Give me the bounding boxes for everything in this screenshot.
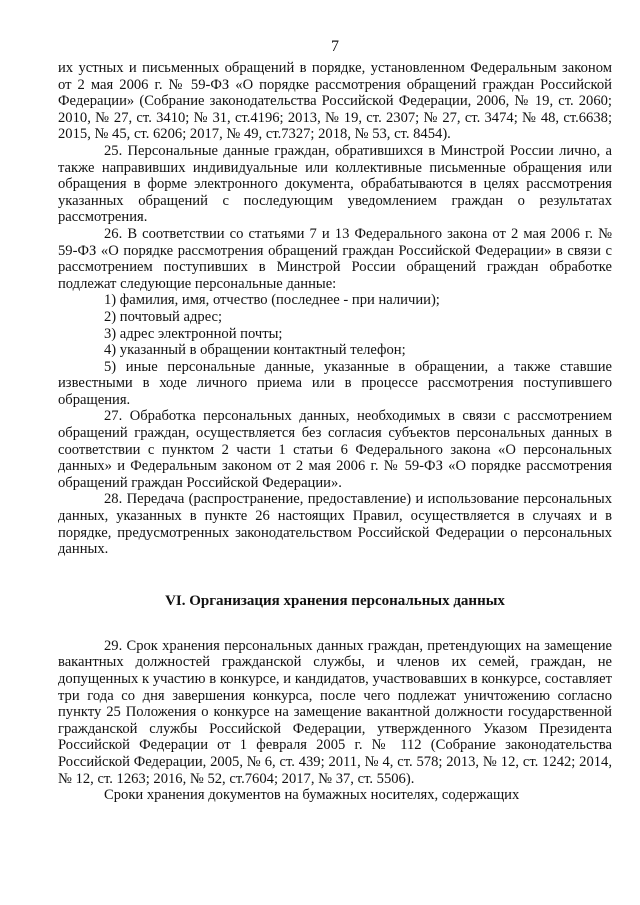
list-item-5: 5) иные персональные данные, указанные в обращении, а также ставшие известными в ходе личного приема или в процессе рассмотрения поступившего обращения. xyxy=(58,358,612,408)
section-heading: VI. Организация хранения персональных данных xyxy=(165,592,505,609)
paragraph-25: 25. Персональные данные граждан, обратившихся в Минстрой России лично, а также направивших индивидуальные или коллективные письменные обращения или обращения в форме электронного документа, обрабатываются в целях рассмотрения указанных обращений с последующим уведомлением граждан о результатах рассмотрения. xyxy=(58,142,612,226)
paragraph-24-continuation: их устных и письменных обращений в порядке, установленном Федеральным законом от 2 мая 2006 г. № 59-ФЗ «О порядке рассмотрения обращений граждан Российской Федерации» (Собрание законодательства Российской Федерации, 2006, № 19, ст. 2060; 2010, № 27, ст. 3410; № 31, ст.4196; 2013, № 19, ст. 2307; № 27, ст. 3474; № 48, ст.6638; 2015, № 45, ст. 6206; 2017, № 49, ст.7327; 2018, № 53, ст. 8454). xyxy=(58,60,612,143)
page-number: 7 xyxy=(331,38,339,55)
paragraph-28: 28. Передача (распространение, предоставление) и использование персональных данных, указанных в пункте 26 настоящих Правил, осуществляется в случаях и в порядке, предусмотренных законодательством Российской Федерации о персональных данных. xyxy=(58,491,612,558)
paragraph-29: 29. Срок хранения персональных данных граждан, претендующих на замещение вакантных должностей гражданской службы, и членов их семей, граждан, не допущенных к участию в конкурсе, и кандидатов, участвовавших в конкурсе, составляет три года со дня завершения конкурса, после чего подлежат уничтожению согласно пункту 25 Положения о конкурсе на замещение вакантной должности государственной гражданской службы Российской Федерации, утвержденного Указом Президента Российской Федерации от 1 февраля 2005 г. № 112 (Собрание законодательства Российской Федерации, 2005, № 6, ст. 439; 2011, № 4, ст. 578; 2013, № 12, ст. 1242; 2014, № 12, ст. 1263; 2016, № 52, ст.7604; 2017, № 37, ст. 5506). xyxy=(58,637,612,787)
paragraph-27: 27. Обработка персональных данных, необходимых в связи с рассмотрением обращений граждан, осуществляется без согласия субъектов персональных данных в соответствии с пунктом 2 части 1 статьи 6 Федерального закона «О персональных данных» и Федеральным законом от 2 мая 2006 г. № 59-ФЗ «О порядке рассмотрения обращений граждан Российской Федерации». xyxy=(58,408,612,491)
paragraph-30-start: Сроки хранения документов на бумажных носителях, содержащих xyxy=(104,787,520,804)
list-item-3: 3) адрес электронной почты; xyxy=(104,325,283,342)
list-item-4: 4) указанный в обращении контактный телефон; xyxy=(104,342,406,359)
list-item-2: 2) почтовый адрес; xyxy=(104,308,223,325)
paragraph-26: 26. В соответствии со статьями 7 и 13 Федерального закона от 2 мая 2006 г. № 59-ФЗ «О порядке рассмотрения обращений граждан Российской Федерации» в связи с рассмотрением поступивших в Минстрой России обращений граждан обработке подлежат следующие персональные данные: xyxy=(58,225,612,292)
list-item-1: 1) фамилия, имя, отчество (последнее - при наличии); xyxy=(104,292,440,309)
